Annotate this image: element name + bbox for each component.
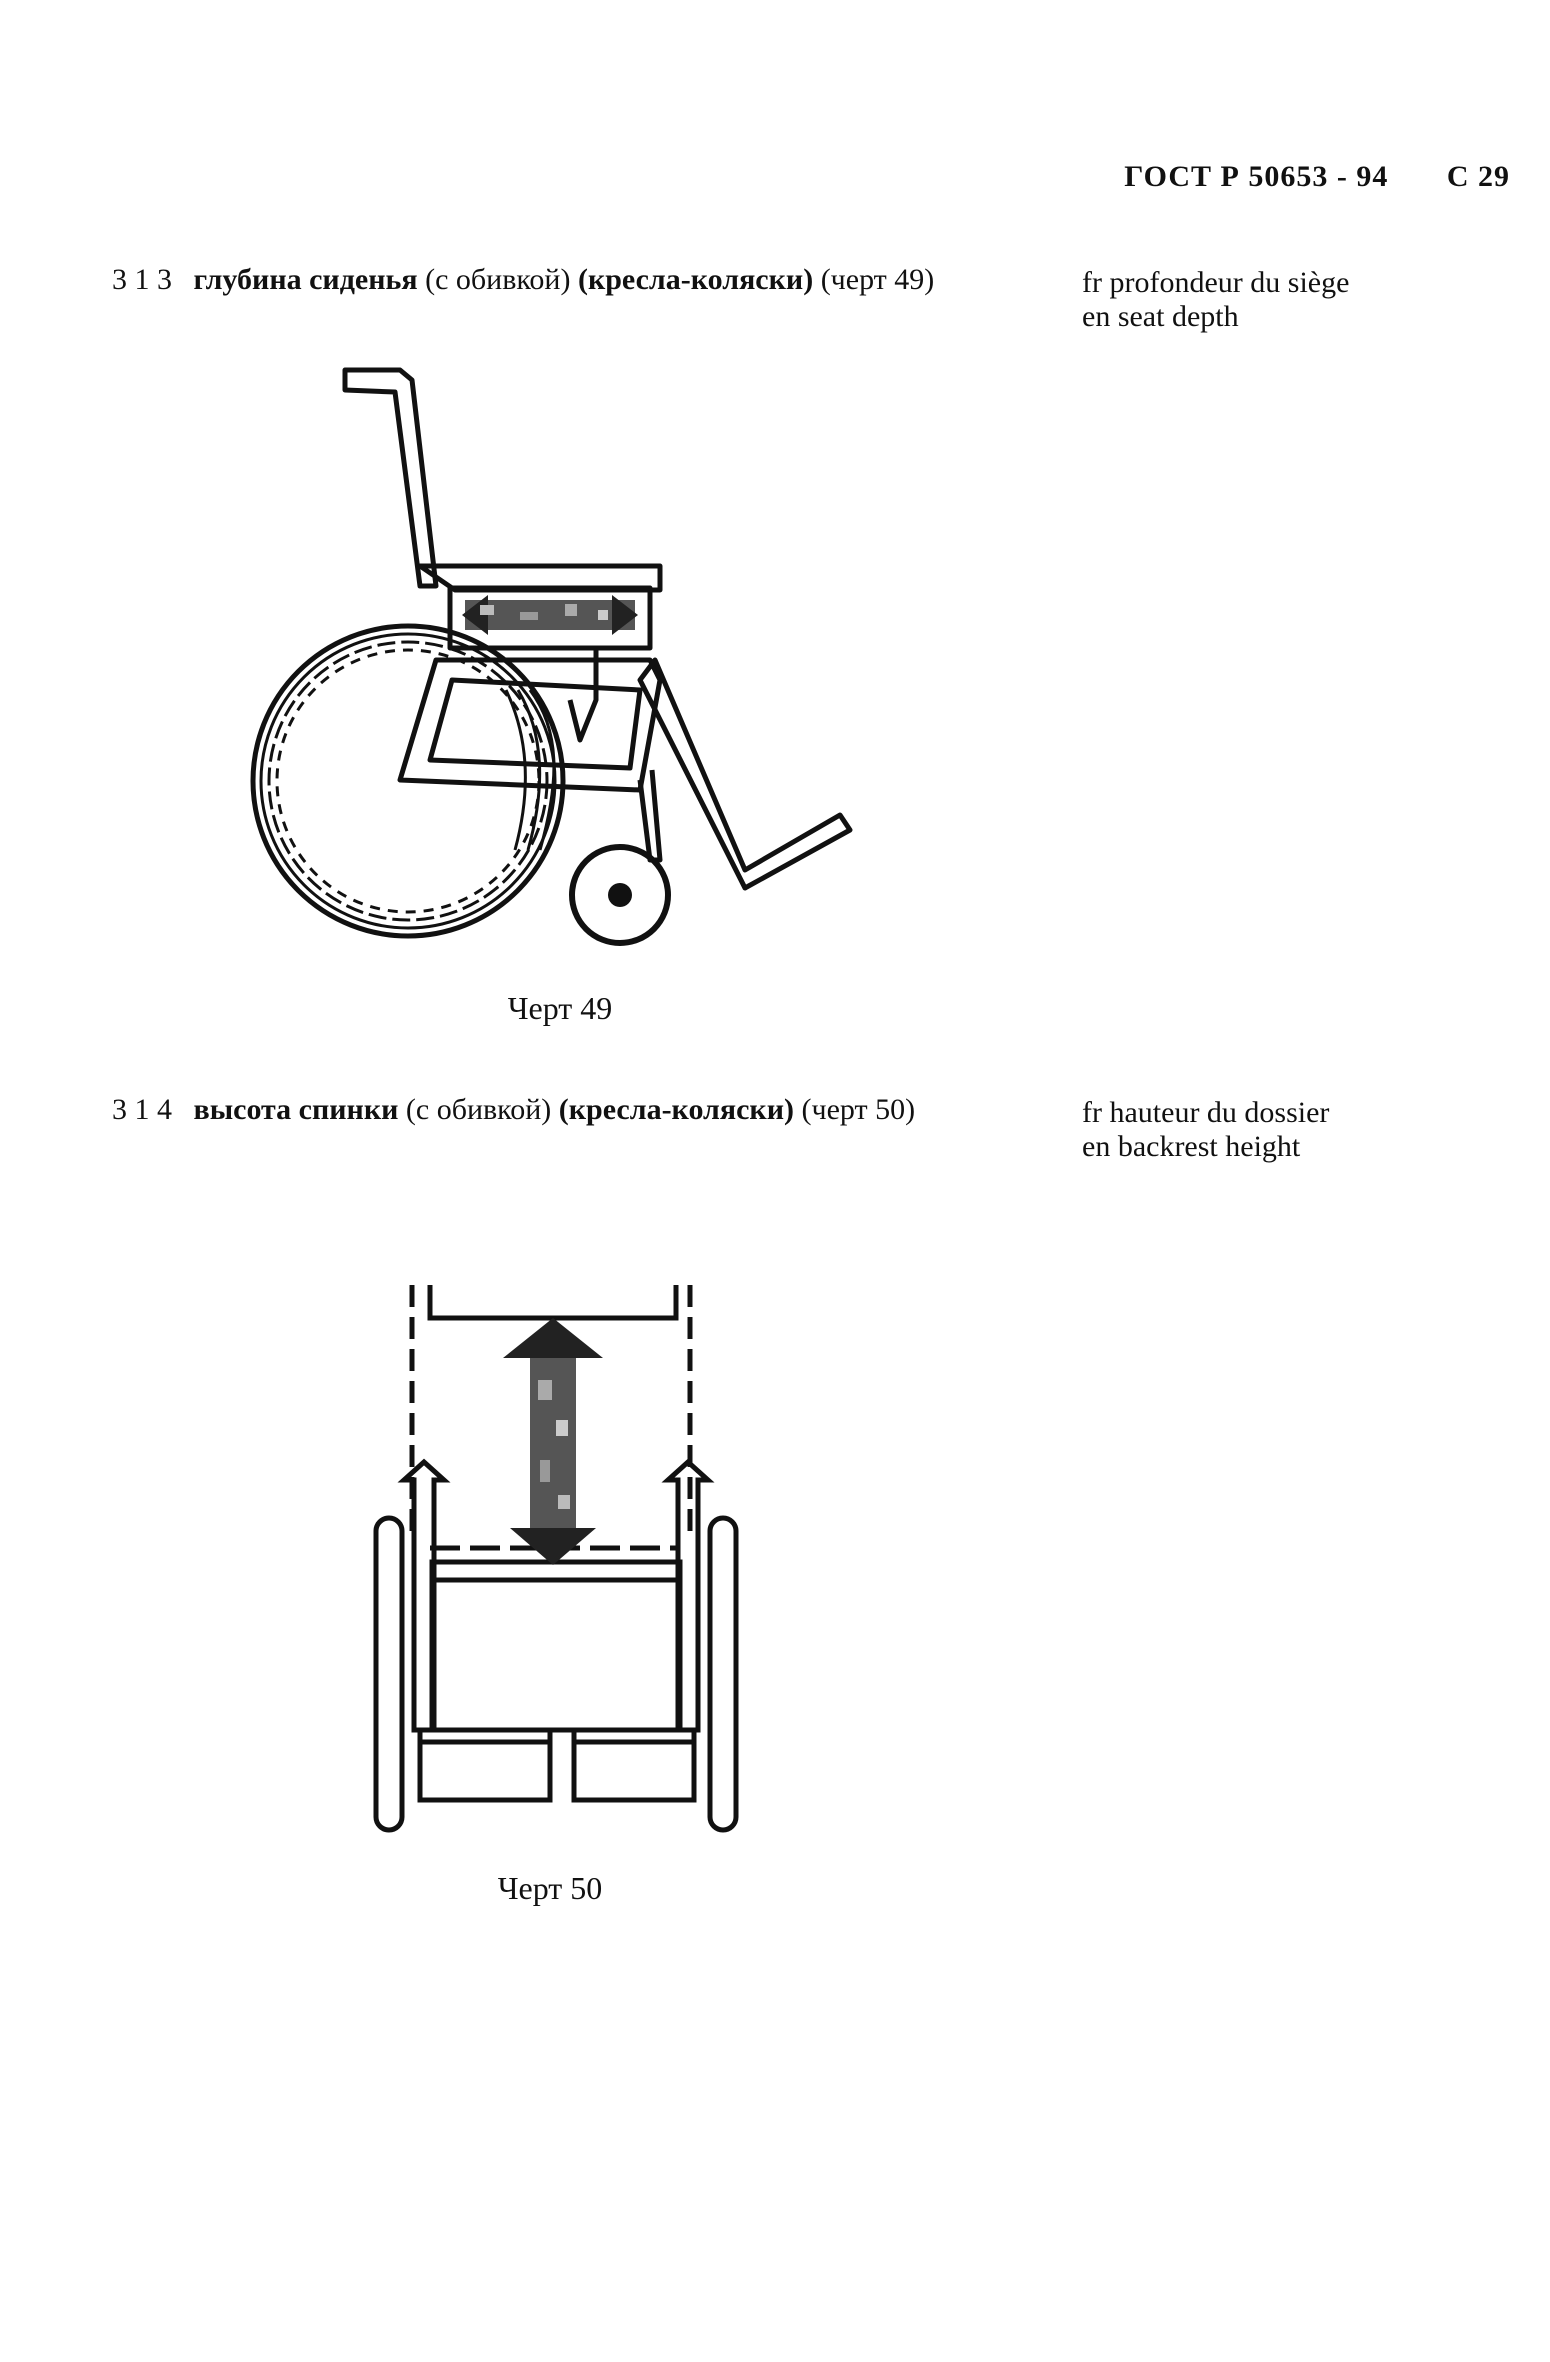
term-313-ru xyxy=(112,262,992,298)
term-313-title: глубина сиденья xyxy=(193,263,418,296)
figure-50-caption: Черт 50 xyxy=(497,1870,603,1906)
page-header xyxy=(1074,160,1510,194)
term-313-number: 3 1 3 xyxy=(112,263,172,296)
term-314-translations xyxy=(1082,1096,1502,1164)
term-313-object: (кресла-коляски) xyxy=(577,263,814,296)
term-314-object: (кресла-коляски) xyxy=(558,1093,794,1126)
term-313-en: en seat depth xyxy=(1082,300,1239,333)
term-314-note: (с обивкой) xyxy=(405,1093,552,1126)
term-314-title: высота спинки xyxy=(193,1093,399,1126)
term-313-ref: (черт 49) xyxy=(820,263,935,296)
term-313-note: (с обивкой) xyxy=(425,263,571,296)
term-314-number: 3 1 4 xyxy=(112,1093,172,1126)
standard-number: ГОСТ Р 50653 - 94 xyxy=(1124,160,1389,193)
term-313-translations xyxy=(1082,266,1502,334)
term-314-en: en backrest height xyxy=(1082,1130,1301,1163)
term-314-ref: (черт 50) xyxy=(801,1093,916,1126)
page-number: С 29 xyxy=(1446,160,1510,193)
term-314-fr: fr hauteur du dossier xyxy=(1082,1096,1330,1129)
term-313-fr: fr profondeur du siège xyxy=(1082,266,1350,299)
figure-49-caption: Черт 49 xyxy=(507,990,613,1026)
term-314-ru xyxy=(112,1092,992,1128)
